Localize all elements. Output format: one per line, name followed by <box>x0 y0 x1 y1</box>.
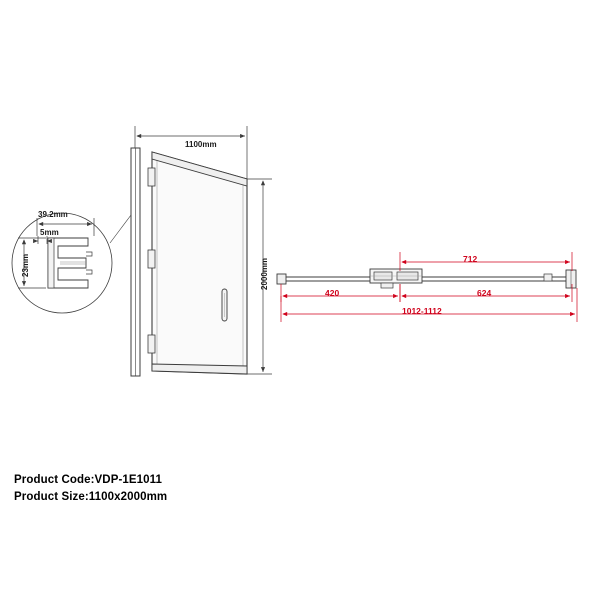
product-code-caption: Product Code:VDP-1E1011 <box>14 474 163 486</box>
detail-depth-label: 23mm <box>21 253 30 277</box>
detail-width-label: 39.2mm <box>38 210 68 219</box>
detail-thickness-label: 5mm <box>40 228 59 237</box>
top-dim-total-label: 1012-1112 <box>402 306 442 316</box>
product-size-caption: Product Size:1100x2000mm <box>14 491 168 503</box>
top-view-group <box>277 269 576 288</box>
top-dim-712-label: 712 <box>463 254 478 264</box>
top-dim-712 <box>400 252 572 271</box>
front-view-height-label: 2000mm <box>260 257 269 290</box>
top-dim-420-label: 420 <box>325 288 340 298</box>
detail-leader-line <box>110 215 131 243</box>
front-view-width-label: 1100mm <box>185 140 217 149</box>
top-dim-624-label: 624 <box>477 288 492 298</box>
front-view-group <box>131 148 247 376</box>
